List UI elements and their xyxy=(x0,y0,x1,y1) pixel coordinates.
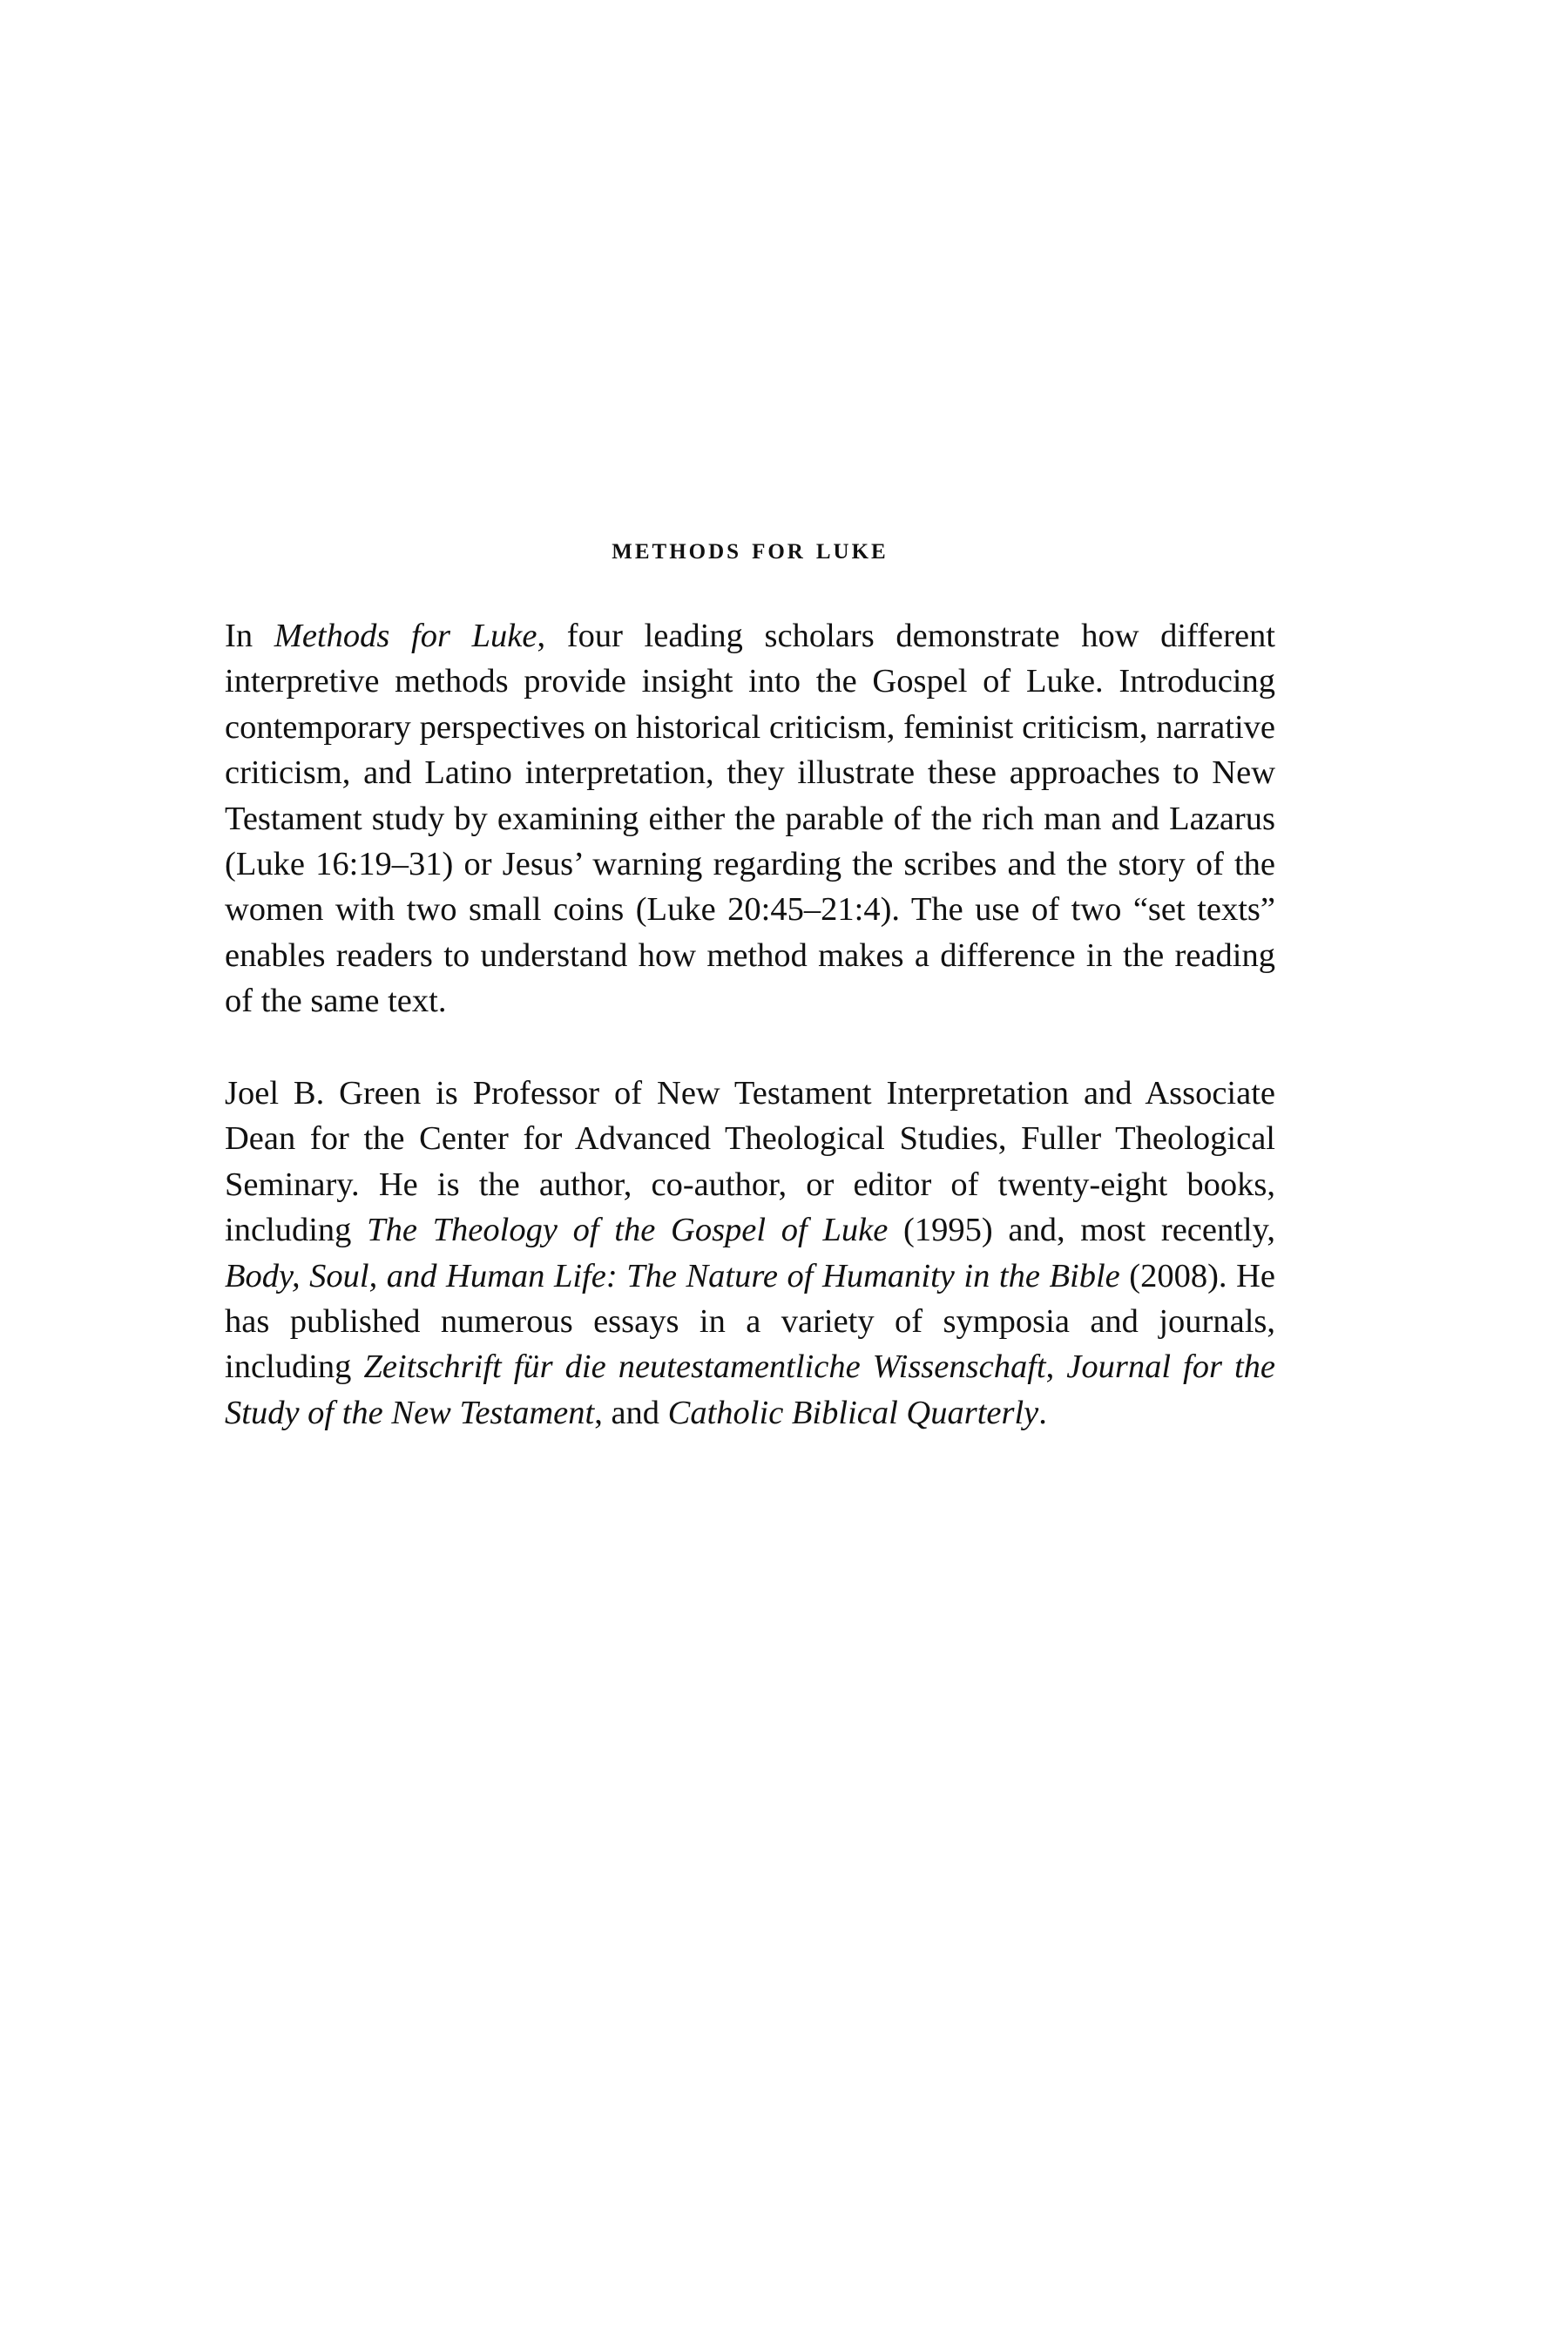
bio-book-1: The Theology of the Gospel of Luke xyxy=(367,1212,889,1249)
bio-text-4: , xyxy=(1045,1348,1067,1386)
book-title-italic: Methods for Luke xyxy=(274,618,537,654)
bio-journal-1: Zeitschrift für die neutestamentliche Wissenschaft xyxy=(363,1348,1046,1386)
bio-journal-3: Catholic Biblical Quarterly xyxy=(667,1394,1039,1431)
bio-book-2: Body, Soul, and Human Life: The Nature of Humanity in the Bible xyxy=(225,1257,1120,1294)
book-description xyxy=(225,613,1275,1024)
bio-text-3: (2008). He has published numerous essays in a variety of symposia and journals, including xyxy=(225,1257,1275,1386)
bio-text-2: (1995) and, most recently, xyxy=(888,1212,1275,1249)
page-title: methods for luke xyxy=(612,531,889,565)
bio-journal-2: Journal for the Study of the New Testament xyxy=(225,1348,1276,1431)
author-bio xyxy=(225,1071,1275,1436)
blurb-body: , four leading scholars demonstrate how different interpretive methods provide insight into the Gospel of Luke. Introducing contemporary perspectives on historical criticism, feminist criticism, narrative criticism, and Latino interpretation, they illustrate these approaches to New Testament study by examining either the parable of the rich man and Lazarus (Luke 16:19–31) or Jesus’ warning regarding the scribes and the story of the women with two small coins (Luke 20:45–21:4). The use of two “set texts” enables readers to understand how method makes a difference in the reading of the same text. xyxy=(225,618,1276,1020)
blurb-lead: In xyxy=(225,618,274,654)
bio-text-1: Joel B. Green is Professor of New Testament Interpretation and Associate Dean for the Center for Advanced Theological Studies, Fuller Theological Seminary. He is the author, co-author, or editor of twenty-eight books, including xyxy=(225,1075,1275,1249)
bio-text-5: , and xyxy=(594,1394,668,1431)
bio-text-6: . xyxy=(1038,1394,1047,1431)
